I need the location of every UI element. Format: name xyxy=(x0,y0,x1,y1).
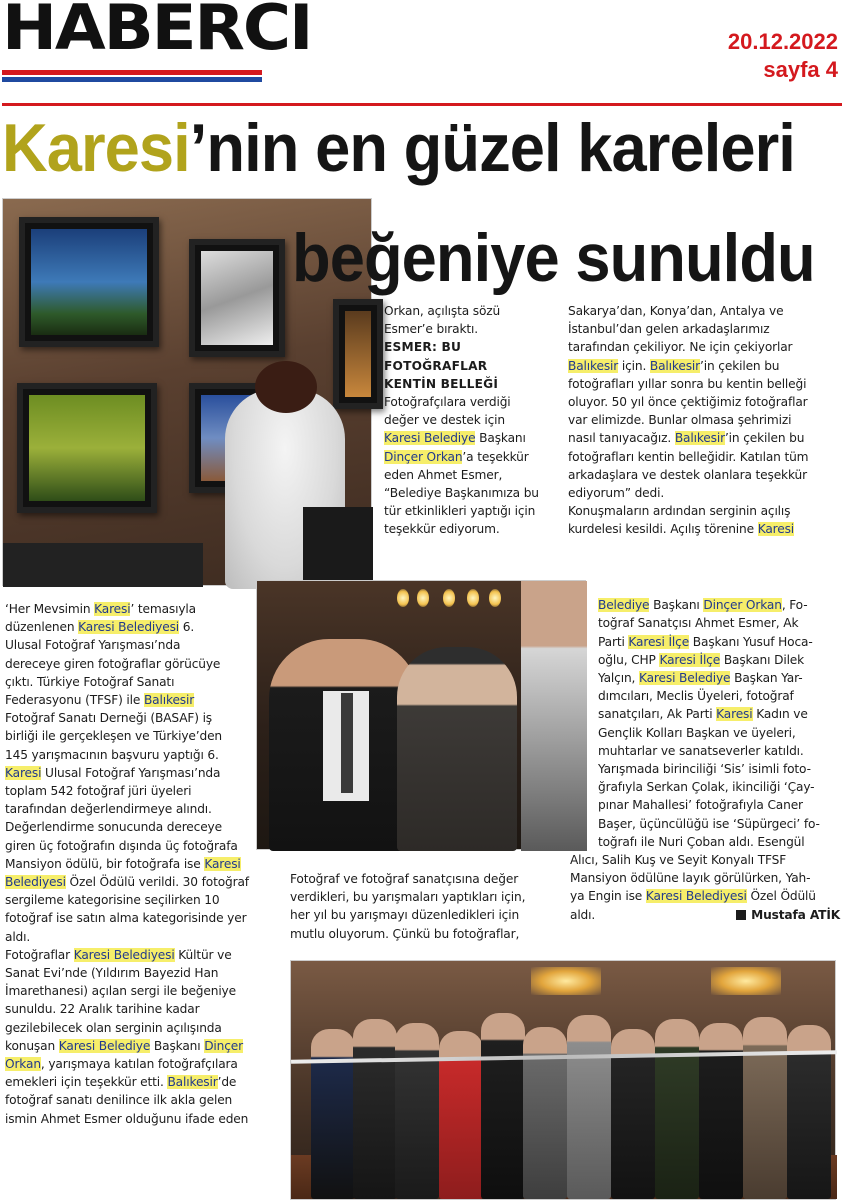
byline-square-icon xyxy=(736,910,746,920)
article-column-a: Orkan, açılışta sözü Esmer’e bıraktı. ESMER: BU FOTOĞRAFLAR KENTİN BELLEĞİ Fotoğrafçılara verdiği değer ve destek için Karesi Belediye Başkanı Dinçer Orkan’a teşekkür eden Ahmet Esmer, “Belediye Başkanımıza bu tür etkinlikleri yaptığı için teşekkür ediyorum. xyxy=(384,302,564,539)
byline: Mustafa ATİK xyxy=(736,906,840,924)
subhead: ESMER: BU xyxy=(384,340,462,355)
headline-accent: Karesi xyxy=(2,110,190,186)
page-number: sayfa 4 xyxy=(763,57,838,82)
article-column-e: Belediye Başkanı Dinçer Orkan, Fo- toğraf Sanatçısı Ahmet Esmer, Ak Parti Karesi İlçe Başkanı Yusuf Hoca- oğlu, CHP Karesi İlçe Başkanı Dilek Yalçın, Karesi Belediye Başkan Yar- dımcıları, Meclis Üyeleri, fotoğraf sanatçıları, Ak Parti Karesi Kadın ve Gençlik Kolları Başkan ve üyeleri, muhtarlar ve sanatseverler katıldı. Yarışmada birinciliği ‘Sis’ isimli foto- ğrafıyla Serkan Çolak, ikinciliği ‘Çay- pınar Mahallesi’ fotoğrafıyla Caner Başer, üçüncülüğü ise ‘Süpürgeci’ fo- toğrafı ile Nuri Çoban aldı. Esengül Alıcı, Salih Kuş ve Seyit Konyalı TFSF Mansiyon ödülüne layık görülürken, Yah- ya Engin ise Karesi Belediyesi Özel Ödülü aldı. Mustafa ATİK xyxy=(570,578,840,924)
headline-line-1 xyxy=(2,108,795,188)
article-column-c: ‘Her Mevsimin Karesi’ temasıyla düzenlenen Karesi Belediyesi 6. Ulusal Fotoğraf Yarışması’nda dereceye giren fotoğraflar görücüye çıktı. Türkiye Fotoğraf Sanatı Federasyonu (TFSF) ile Balıkesir Fotoğraf Sanatı Derneği (BASAF) iş birliği ile gerçekleşen ve Türkiye’den 145 yarışmacının başvuru yaptığı 6. Karesi Ulusal Fotoğraf Yarışması’nda toplam 542 fotoğraf jüri üyeleri tarafından değerlendirmeye alındı. Değerlendirme sonucunda dereceye giren üç fotoğrafın dışında üç fotoğrafa Mansiyon ödülü, bir fotoğrafa ise Karesi Belediyesi Özel Ödülü verildi. 30 fotoğraf sergileme kategorisine seçilirken 10 fotoğraf ise satın alma kategorisinde yer aldı. Fotoğraflar Karesi Belediyesi Kültür ve Sanat Evi’nde (Yıldırım Bayezid Han İmarethanesi) açılan sergi ile beğeniye sunuldu. 22 Aralık tarihine kadar gezilebilecek olan serginin açılışında konuşan Karesi Belediye Başkanı Dinçer Orkan, yarışmaya katılan fotoğrafçılara emekleri için teşekkür etti. Balıkesir’de fotoğraf sanatı denilince ilk akla gelen ismin Ahmet Esmer olduğunu ifade eden xyxy=(5,602,249,1126)
article-column-d: Fotoğraf ve fotoğraf sanatçısına değer verdikleri, bu yarışmaları yaptıkları için, her yıl bu yarışmayı düzenledikleri için mutlu oluyorum. Çünkü bu fotoğraflar, xyxy=(290,872,526,941)
photo-mayor-and-photographer xyxy=(256,580,586,850)
article-column-b: Sakarya’dan, Konya’dan, Antalya ve İstanbul’dan gelen arkadaşlarımız tarafından çekiliyor. Ne için çekiyorlar Balıkesir için. Balıkesir’in çekilen bu fotoğrafları yıllar sonra bu kentin belleği oluyor. 50 yıl önce çektiğimiz fotoğraflar var elimizde. Bunlar olmasa şehrimizi nasıl tanıyacağız. Balıkesir’in çekilen bu fotoğrafları kentin belleğidir. Katılan tüm arkadaşlara ve destek olanlara teşekkür ediyorum” dedi. Konuşmaların ardından serginin açılış kurdelesi kesildi. Açılış törenine Karesi xyxy=(568,304,809,537)
logo-stripes xyxy=(2,70,262,84)
logo-text: HABERCI xyxy=(2,0,312,64)
top-rule xyxy=(2,103,842,106)
masthead xyxy=(2,0,312,86)
headline-line-1-rest: ’nin en güzel kareleri xyxy=(189,110,795,186)
date-block xyxy=(728,28,838,84)
headline-line-2: beğeniye sunuldu xyxy=(292,220,815,296)
issue-date: 20.12.2022 xyxy=(727,29,838,54)
haberci-logo xyxy=(2,0,312,68)
photo-ribbon-cutting xyxy=(290,960,836,1200)
